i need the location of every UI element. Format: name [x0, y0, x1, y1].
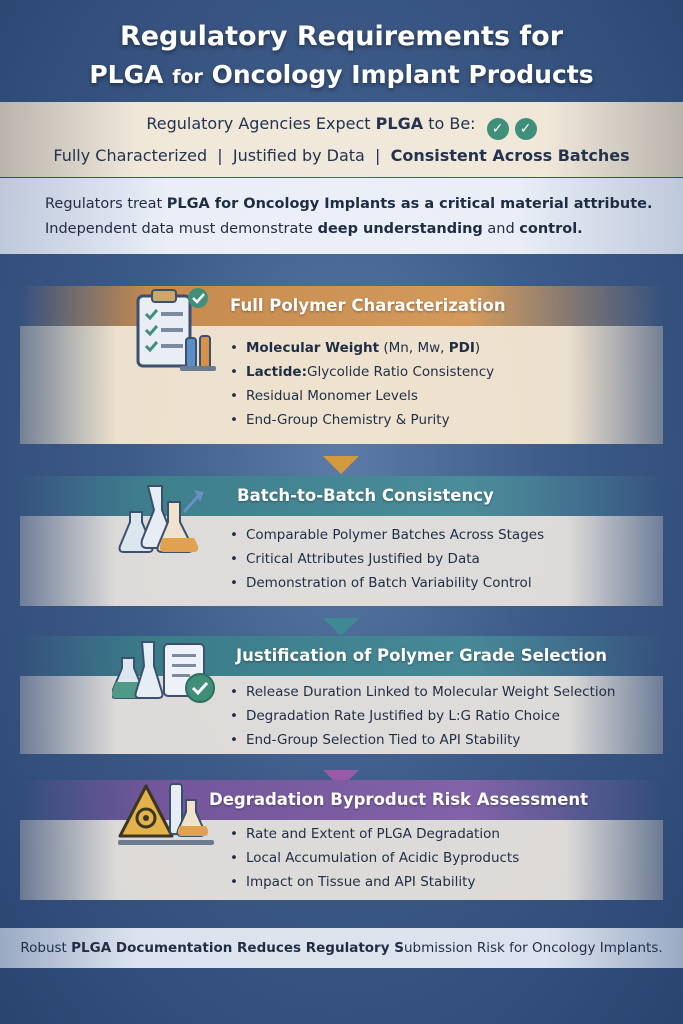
intro-line-2: Independent data must demonstrate deep understanding and control. [45, 221, 583, 237]
list-item: • Critical Attributes Justified by Data [230, 547, 544, 571]
list-item: • Demonstration of Batch Variability Control [230, 571, 544, 595]
section-title: Degradation Byproduct Risk Assessment [20, 780, 663, 820]
separator: | [217, 146, 223, 165]
section-list [230, 680, 615, 752]
list-item: • Degradation Rate Justified by L:G Ratio Choice [230, 704, 615, 728]
section-title: Full Polymer Characterization [20, 286, 663, 326]
page-title [0, 18, 683, 96]
expectation-item: Justified by Data [232, 146, 365, 165]
section-body [20, 516, 663, 606]
list-item: • Molecular Weight (Mn, Mw, PDI) [230, 336, 494, 360]
expectation-items [0, 146, 683, 165]
section-list [230, 822, 519, 894]
biohazard-warning-icon [116, 780, 216, 856]
flow-arrow-icon [323, 618, 359, 636]
flow-arrow-icon [323, 456, 359, 474]
footer-statement: Robust PLGA Documentation Reduces Regulatory Submission Risk for Oncology Implants. [0, 928, 683, 968]
section-title: Batch-to-Batch Consistency [20, 476, 663, 516]
expectation-heading: Regulatory Agencies Expect PLGA to Be: ✓ ✓ [0, 114, 683, 140]
intro-line-1: Regulators treat PLGA for Oncology Implants as a critical material attribute. [45, 196, 653, 212]
flasks-document-check-icon [112, 638, 222, 708]
list-item: • Lactide:Glycolide Ratio Consistency [230, 360, 494, 384]
list-item: • End-Group Chemistry & Purity [230, 408, 494, 432]
list-item: • Rate and Extent of PLGA Degradation [230, 822, 519, 846]
section-list [230, 336, 494, 432]
expectation-banner [0, 102, 683, 177]
flasks-trend-icon [118, 482, 218, 562]
list-item: • Impact on Tissue and API Stability [230, 870, 519, 894]
clipboard-checklist-icon [128, 286, 228, 378]
expectation-item: Fully Characterized [53, 146, 208, 165]
title-line-1: Regulatory Requirements for [119, 21, 564, 52]
list-item: • Comparable Polymer Batches Across Stages [230, 523, 544, 547]
section-list [230, 523, 544, 595]
list-item: • Residual Monomer Levels [230, 384, 494, 408]
list-item: • End-Group Selection Tied to API Stability [230, 728, 615, 752]
check-circle-icon: ✓ [515, 118, 537, 140]
intro-statement [0, 178, 683, 254]
section-title: Justification of Polymer Grade Selection [20, 636, 663, 676]
section-body [20, 326, 663, 444]
list-item: • Local Accumulation of Acidic Byproducts [230, 846, 519, 870]
list-item: • Release Duration Linked to Molecular Weight Selection [230, 680, 615, 704]
check-circle-icon: ✓ [487, 118, 509, 140]
separator: | [375, 146, 381, 165]
expectation-item: Consistent Across Batches [390, 146, 630, 165]
title-line-2: PLGA for Oncology Implant Products [89, 60, 594, 89]
